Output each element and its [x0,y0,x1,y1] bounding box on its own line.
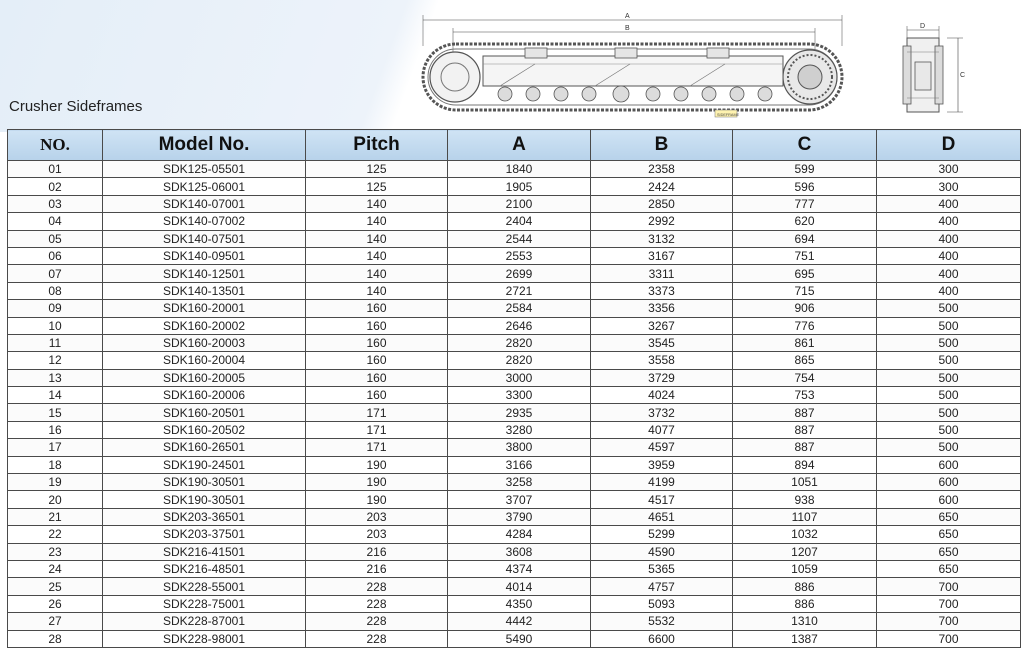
cell-model: SDK160-20501 [103,404,306,421]
cell-b: 4597 [591,439,733,456]
cell-d: 600 [877,491,1021,508]
cell-a: 3000 [448,369,591,386]
cell-model: SDK125-06001 [103,178,306,195]
table-row [8,161,1021,178]
cell-a: 3608 [448,543,591,560]
cell-no: 15 [8,404,103,421]
cell-b: 4024 [591,387,733,404]
table-row [8,300,1021,317]
cell-no: 13 [8,369,103,386]
cell-b: 3558 [591,352,733,369]
sideframe-tag: SIDEFRAME [717,113,740,117]
cell-c: 715 [733,282,877,299]
cell-d: 400 [877,282,1021,299]
cell-b: 5365 [591,560,733,577]
cell-model: SDK228-98001 [103,630,306,647]
cell-a: 3280 [448,421,591,438]
cell-d: 300 [877,161,1021,178]
cell-b: 2850 [591,195,733,212]
cell-d: 700 [877,630,1021,647]
cell-no: 24 [8,560,103,577]
cell-a: 3258 [448,474,591,491]
cell-pitch: 160 [306,352,448,369]
table-row [8,178,1021,195]
cell-no: 02 [8,178,103,195]
dimension-d-label: D [920,23,926,30]
cell-model: SDK125-05501 [103,161,306,178]
cell-pitch: 160 [306,369,448,386]
cell-b: 5532 [591,613,733,630]
cell-pitch: 125 [306,161,448,178]
cell-d: 400 [877,195,1021,212]
dimension-b-label: B [625,25,630,32]
cell-a: 2544 [448,230,591,247]
cell-model: SDK190-30501 [103,491,306,508]
cell-b: 3959 [591,456,733,473]
cell-a: 1905 [448,178,591,195]
cell-no: 14 [8,387,103,404]
cell-d: 500 [877,334,1021,351]
cell-a: 4014 [448,578,591,595]
table-row [8,543,1021,560]
cell-no: 16 [8,421,103,438]
cell-c: 776 [733,317,877,334]
cell-pitch: 171 [306,439,448,456]
table-header-row [8,130,1021,161]
cell-a: 3800 [448,439,591,456]
cell-no: 27 [8,613,103,630]
cell-c: 753 [733,387,877,404]
column-header-a: A [448,130,591,161]
cell-c: 1032 [733,526,877,543]
cell-pitch: 203 [306,526,448,543]
cell-c: 1051 [733,474,877,491]
cell-no: 21 [8,508,103,525]
cell-c: 938 [733,491,877,508]
cell-d: 500 [877,439,1021,456]
cell-b: 2992 [591,213,733,230]
cell-a: 2820 [448,334,591,351]
cell-b: 6600 [591,630,733,647]
cell-no: 05 [8,230,103,247]
cell-pitch: 140 [306,265,448,282]
cell-d: 500 [877,352,1021,369]
cell-pitch: 171 [306,404,448,421]
cell-b: 5093 [591,595,733,612]
table-row [8,474,1021,491]
cell-no: 10 [8,317,103,334]
cell-a: 4374 [448,560,591,577]
cell-d: 500 [877,300,1021,317]
cell-d: 650 [877,508,1021,525]
cell-b: 3373 [591,282,733,299]
cell-d: 500 [877,369,1021,386]
cell-d: 650 [877,526,1021,543]
cell-b: 3545 [591,334,733,351]
column-header-d: D [877,130,1021,161]
cell-d: 600 [877,474,1021,491]
cell-no: 01 [8,161,103,178]
cell-a: 3707 [448,491,591,508]
cell-model: SDK160-20001 [103,300,306,317]
cell-c: 887 [733,404,877,421]
column-header-c: C [733,130,877,161]
table-row [8,404,1021,421]
cell-a: 2100 [448,195,591,212]
cell-model: SDK140-07501 [103,230,306,247]
cell-no: 25 [8,578,103,595]
cell-pitch: 140 [306,195,448,212]
cell-c: 886 [733,578,877,595]
cell-c: 599 [733,161,877,178]
cell-b: 4757 [591,578,733,595]
cell-pitch: 160 [306,317,448,334]
table-row [8,317,1021,334]
cell-pitch: 160 [306,300,448,317]
table-row [8,613,1021,630]
cell-model: SDK140-07002 [103,213,306,230]
cell-d: 500 [877,404,1021,421]
table-row [8,213,1021,230]
cell-no: 09 [8,300,103,317]
cell-c: 1387 [733,630,877,647]
cell-b: 2358 [591,161,733,178]
table-row [8,369,1021,386]
table-row [8,439,1021,456]
cell-c: 754 [733,369,877,386]
cell-no: 04 [8,213,103,230]
cell-pitch: 216 [306,560,448,577]
cell-b: 4651 [591,508,733,525]
cell-c: 861 [733,334,877,351]
cell-pitch: 228 [306,613,448,630]
cell-model: SDK160-20006 [103,387,306,404]
cell-c: 887 [733,421,877,438]
table-row [8,282,1021,299]
table-row [8,491,1021,508]
table-row [8,578,1021,595]
cell-pitch: 160 [306,387,448,404]
cell-c: 887 [733,439,877,456]
cell-model: SDK216-41501 [103,543,306,560]
cell-no: 19 [8,474,103,491]
table-row [8,387,1021,404]
cell-pitch: 190 [306,474,448,491]
cell-c: 906 [733,300,877,317]
sideframe-side-view-drawing [415,6,850,121]
cell-c: 886 [733,595,877,612]
cell-c: 620 [733,213,877,230]
cell-a: 2721 [448,282,591,299]
cell-d: 400 [877,247,1021,264]
cell-a: 4284 [448,526,591,543]
cell-no: 07 [8,265,103,282]
cell-pitch: 203 [306,508,448,525]
cell-model: SDK216-48501 [103,560,306,577]
cell-a: 2820 [448,352,591,369]
cell-pitch: 140 [306,247,448,264]
cell-d: 700 [877,613,1021,630]
cell-a: 2404 [448,213,591,230]
sideframe-spec-table [7,129,1021,648]
cell-pitch: 140 [306,213,448,230]
cell-no: 11 [8,334,103,351]
table-row [8,247,1021,264]
column-header-b: B [591,130,733,161]
cell-model: SDK228-75001 [103,595,306,612]
page-title: Crusher Sideframes [9,98,143,115]
table-row [8,595,1021,612]
cell-a: 1840 [448,161,591,178]
dimension-c-label: C [960,72,966,79]
table-row [8,265,1021,282]
dimension-a-label: A [625,13,630,20]
cell-c: 894 [733,456,877,473]
cell-b: 3132 [591,230,733,247]
table-row [8,230,1021,247]
table-row [8,421,1021,438]
cell-pitch: 228 [306,595,448,612]
cell-no: 03 [8,195,103,212]
cell-model: SDK190-24501 [103,456,306,473]
cell-d: 400 [877,213,1021,230]
table-row [8,508,1021,525]
cell-pitch: 228 [306,630,448,647]
cell-a: 3300 [448,387,591,404]
cell-model: SDK160-20502 [103,421,306,438]
cell-no: 18 [8,456,103,473]
cell-model: SDK140-13501 [103,282,306,299]
table-row [8,630,1021,647]
cell-d: 400 [877,265,1021,282]
cell-a: 2646 [448,317,591,334]
cell-a: 2553 [448,247,591,264]
cell-b: 4590 [591,543,733,560]
cell-d: 500 [877,421,1021,438]
sideframe-end-view-drawing [895,22,975,122]
cell-model: SDK203-36501 [103,508,306,525]
cell-d: 500 [877,387,1021,404]
cell-b: 4199 [591,474,733,491]
cell-pitch: 216 [306,543,448,560]
cell-b: 3356 [591,300,733,317]
cell-model: SDK140-12501 [103,265,306,282]
cell-c: 694 [733,230,877,247]
cell-b: 3311 [591,265,733,282]
cell-model: SDK140-09501 [103,247,306,264]
cell-a: 5490 [448,630,591,647]
cell-pitch: 125 [306,178,448,195]
cell-model: SDK203-37501 [103,526,306,543]
cell-d: 600 [877,456,1021,473]
cell-pitch: 171 [306,421,448,438]
cell-b: 3267 [591,317,733,334]
cell-a: 4350 [448,595,591,612]
cell-d: 300 [877,178,1021,195]
cell-a: 2935 [448,404,591,421]
table-row [8,456,1021,473]
cell-model: SDK160-20003 [103,334,306,351]
cell-b: 3729 [591,369,733,386]
cell-no: 22 [8,526,103,543]
cell-c: 777 [733,195,877,212]
cell-c: 751 [733,247,877,264]
table-row [8,195,1021,212]
cell-no: 17 [8,439,103,456]
cell-b: 5299 [591,526,733,543]
cell-model: SDK160-20002 [103,317,306,334]
cell-a: 4442 [448,613,591,630]
cell-b: 2424 [591,178,733,195]
cell-pitch: 190 [306,456,448,473]
cell-no: 12 [8,352,103,369]
cell-a: 2699 [448,265,591,282]
cell-b: 3732 [591,404,733,421]
table-row [8,334,1021,351]
cell-model: SDK228-55001 [103,578,306,595]
column-header-pitch: Pitch [306,130,448,161]
cell-c: 865 [733,352,877,369]
cell-no: 28 [8,630,103,647]
cell-no: 20 [8,491,103,508]
cell-d: 650 [877,543,1021,560]
cell-b: 4517 [591,491,733,508]
cell-a: 3166 [448,456,591,473]
cell-pitch: 140 [306,230,448,247]
cell-pitch: 228 [306,578,448,595]
column-header-no: NO. [8,130,103,161]
cell-pitch: 140 [306,282,448,299]
cell-d: 700 [877,595,1021,612]
cell-c: 1107 [733,508,877,525]
table-row [8,526,1021,543]
cell-d: 500 [877,317,1021,334]
cell-b: 3167 [591,247,733,264]
cell-c: 1059 [733,560,877,577]
cell-b: 4077 [591,421,733,438]
cell-model: SDK160-26501 [103,439,306,456]
cell-c: 596 [733,178,877,195]
cell-a: 2584 [448,300,591,317]
cell-a: 3790 [448,508,591,525]
cell-model: SDK228-87001 [103,613,306,630]
cell-c: 695 [733,265,877,282]
cell-d: 650 [877,560,1021,577]
cell-pitch: 190 [306,491,448,508]
cell-model: SDK190-30501 [103,474,306,491]
cell-c: 1310 [733,613,877,630]
cell-model: SDK160-20005 [103,369,306,386]
cell-pitch: 160 [306,334,448,351]
cell-c: 1207 [733,543,877,560]
cell-no: 06 [8,247,103,264]
cell-d: 700 [877,578,1021,595]
cell-model: SDK140-07001 [103,195,306,212]
table-row [8,352,1021,369]
cell-model: SDK160-20004 [103,352,306,369]
table-row [8,560,1021,577]
cell-d: 400 [877,230,1021,247]
cell-no: 23 [8,543,103,560]
cell-no: 08 [8,282,103,299]
cell-no: 26 [8,595,103,612]
column-header-model: Model No. [103,130,306,161]
